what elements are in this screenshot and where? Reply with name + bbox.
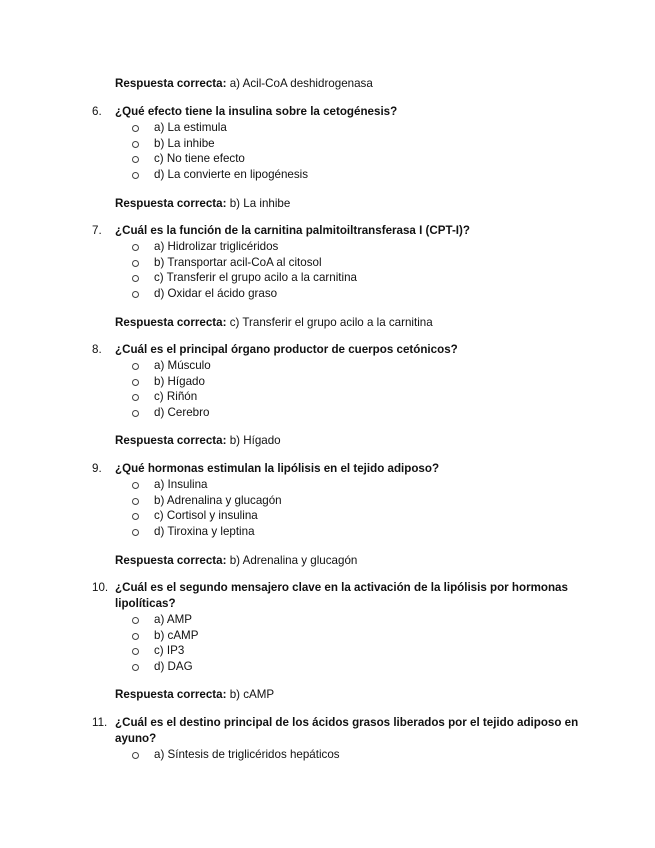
circle-bullet-icon xyxy=(132,244,139,251)
option-item xyxy=(132,628,587,644)
option-item xyxy=(132,612,587,628)
answer-text: b) cAMP xyxy=(229,688,275,701)
option-text: b) cAMP xyxy=(154,628,199,642)
option-item xyxy=(132,151,587,167)
answer-label: Respuesta correcta: xyxy=(115,77,227,90)
options-list xyxy=(92,747,587,763)
circle-bullet-icon xyxy=(132,260,139,267)
option-text: d) DAG xyxy=(154,659,193,673)
option-text: c) IP3 xyxy=(154,644,185,658)
option-item xyxy=(132,136,587,152)
answer-line xyxy=(115,554,357,568)
options-list xyxy=(92,120,587,182)
answer-text: b) La inhibe xyxy=(229,197,291,210)
question-number: 8. xyxy=(92,343,102,356)
circle-bullet-icon xyxy=(132,141,139,148)
question-text: ¿Cuál es el destino principal de los ácidos grasos liberados por el tejido adiposo en ayuno? xyxy=(115,716,579,745)
question-text: ¿Qué efecto tiene la insulina sobre la cetogénesis? xyxy=(115,105,398,118)
option-text: d) Tiroxina y leptina xyxy=(154,524,255,538)
answer-text: a) Acil-CoA deshidrogenasa xyxy=(229,77,373,90)
answer-line xyxy=(115,434,281,448)
option-item xyxy=(132,286,587,302)
circle-bullet-icon xyxy=(132,617,139,624)
circle-bullet-icon xyxy=(132,291,139,298)
option-item xyxy=(132,477,587,493)
answer-label: Respuesta correcta: xyxy=(115,197,227,210)
answer-label: Respuesta correcta: xyxy=(115,688,227,701)
option-text: c) No tiene efecto xyxy=(154,152,245,166)
option-text: a) Síntesis de triglicéridos hepáticos xyxy=(154,748,340,761)
circle-bullet-icon xyxy=(132,410,139,417)
option-text: b) La inhibe xyxy=(154,136,215,150)
circle-bullet-icon xyxy=(132,379,139,386)
options-list xyxy=(92,239,587,301)
option-text: a) La estimula xyxy=(154,121,227,134)
option-item xyxy=(132,239,587,255)
circle-bullet-icon xyxy=(132,648,139,655)
option-text: c) Transferir el grupo acilo a la carnitina xyxy=(154,271,357,285)
answer-label: Respuesta correcta: xyxy=(115,316,227,329)
question-text: ¿Cuál es el principal órgano productor de cuerpos cetónicos? xyxy=(115,343,458,356)
options-list xyxy=(92,358,587,420)
option-text: c) Riñón xyxy=(154,390,198,404)
question-6 xyxy=(92,104,587,182)
option-text: d) La convierte en lipogénesis xyxy=(154,167,309,181)
option-text: a) Músculo xyxy=(154,359,211,372)
question-10 xyxy=(92,580,587,674)
circle-bullet-icon xyxy=(132,125,139,132)
option-item xyxy=(132,508,587,524)
answer-text: c) Transferir el grupo acilo a la carnitina xyxy=(229,316,433,329)
circle-bullet-icon xyxy=(132,363,139,370)
question-number: 10. xyxy=(92,581,109,594)
question-number: 9. xyxy=(92,462,102,475)
answer-text: b) Adrenalina y glucagón xyxy=(229,554,358,567)
circle-bullet-icon xyxy=(132,156,139,163)
question-11 xyxy=(92,715,587,763)
option-text: a) Insulina xyxy=(154,478,208,491)
question-text: ¿Cuál es el segundo mensajero clave en la activación de la lipólisis por hormonas lipolíticas? xyxy=(115,581,568,610)
option-item xyxy=(132,167,587,183)
answer-line xyxy=(115,688,274,702)
option-item xyxy=(132,270,587,286)
option-item xyxy=(132,524,587,540)
option-item xyxy=(132,255,587,271)
circle-bullet-icon xyxy=(132,172,139,179)
circle-bullet-icon xyxy=(132,529,139,536)
option-item xyxy=(132,120,587,136)
option-text: a) Hidrolizar triglicéridos xyxy=(154,240,279,253)
circle-bullet-icon xyxy=(132,752,139,759)
question-text: ¿Qué hormonas estimulan la lipólisis en el tejido adiposo? xyxy=(115,462,440,475)
circle-bullet-icon xyxy=(132,498,139,505)
question-7 xyxy=(92,223,587,301)
question-number: 6. xyxy=(92,105,102,118)
option-item xyxy=(132,358,587,374)
answer-line xyxy=(115,77,373,91)
options-list xyxy=(92,612,587,674)
answer-line xyxy=(115,316,433,330)
option-item xyxy=(132,747,587,763)
question-text: ¿Cuál es la función de la carnitina palmitoiltransferasa I (CPT-I)? xyxy=(115,224,470,237)
question-8 xyxy=(92,342,587,420)
circle-bullet-icon xyxy=(132,482,139,489)
option-text: b) Adrenalina y glucagón xyxy=(154,493,282,507)
option-text: b) Transportar acil-CoA al citosol xyxy=(154,255,322,269)
circle-bullet-icon xyxy=(132,275,139,282)
options-list xyxy=(92,477,587,539)
question-number: 11. xyxy=(92,716,108,729)
option-text: c) Cortisol y insulina xyxy=(154,509,258,523)
answer-label: Respuesta correcta: xyxy=(115,554,227,567)
option-item xyxy=(132,405,587,421)
answer-line xyxy=(115,197,290,211)
question-number: 7. xyxy=(92,224,102,237)
option-item xyxy=(132,389,587,405)
circle-bullet-icon xyxy=(132,513,139,520)
question-9 xyxy=(92,461,587,539)
option-text: b) Hígado xyxy=(154,374,205,388)
circle-bullet-icon xyxy=(132,633,139,640)
answer-label: Respuesta correcta: xyxy=(115,434,227,447)
answer-text: b) Hígado xyxy=(229,434,281,447)
option-text: d) Cerebro xyxy=(154,405,210,419)
circle-bullet-icon xyxy=(132,394,139,401)
option-item xyxy=(132,374,587,390)
option-item xyxy=(132,643,587,659)
option-item xyxy=(132,493,587,509)
option-item xyxy=(132,659,587,675)
option-text: a) AMP xyxy=(154,613,193,626)
option-text: d) Oxidar el ácido graso xyxy=(154,286,278,300)
circle-bullet-icon xyxy=(132,664,139,671)
